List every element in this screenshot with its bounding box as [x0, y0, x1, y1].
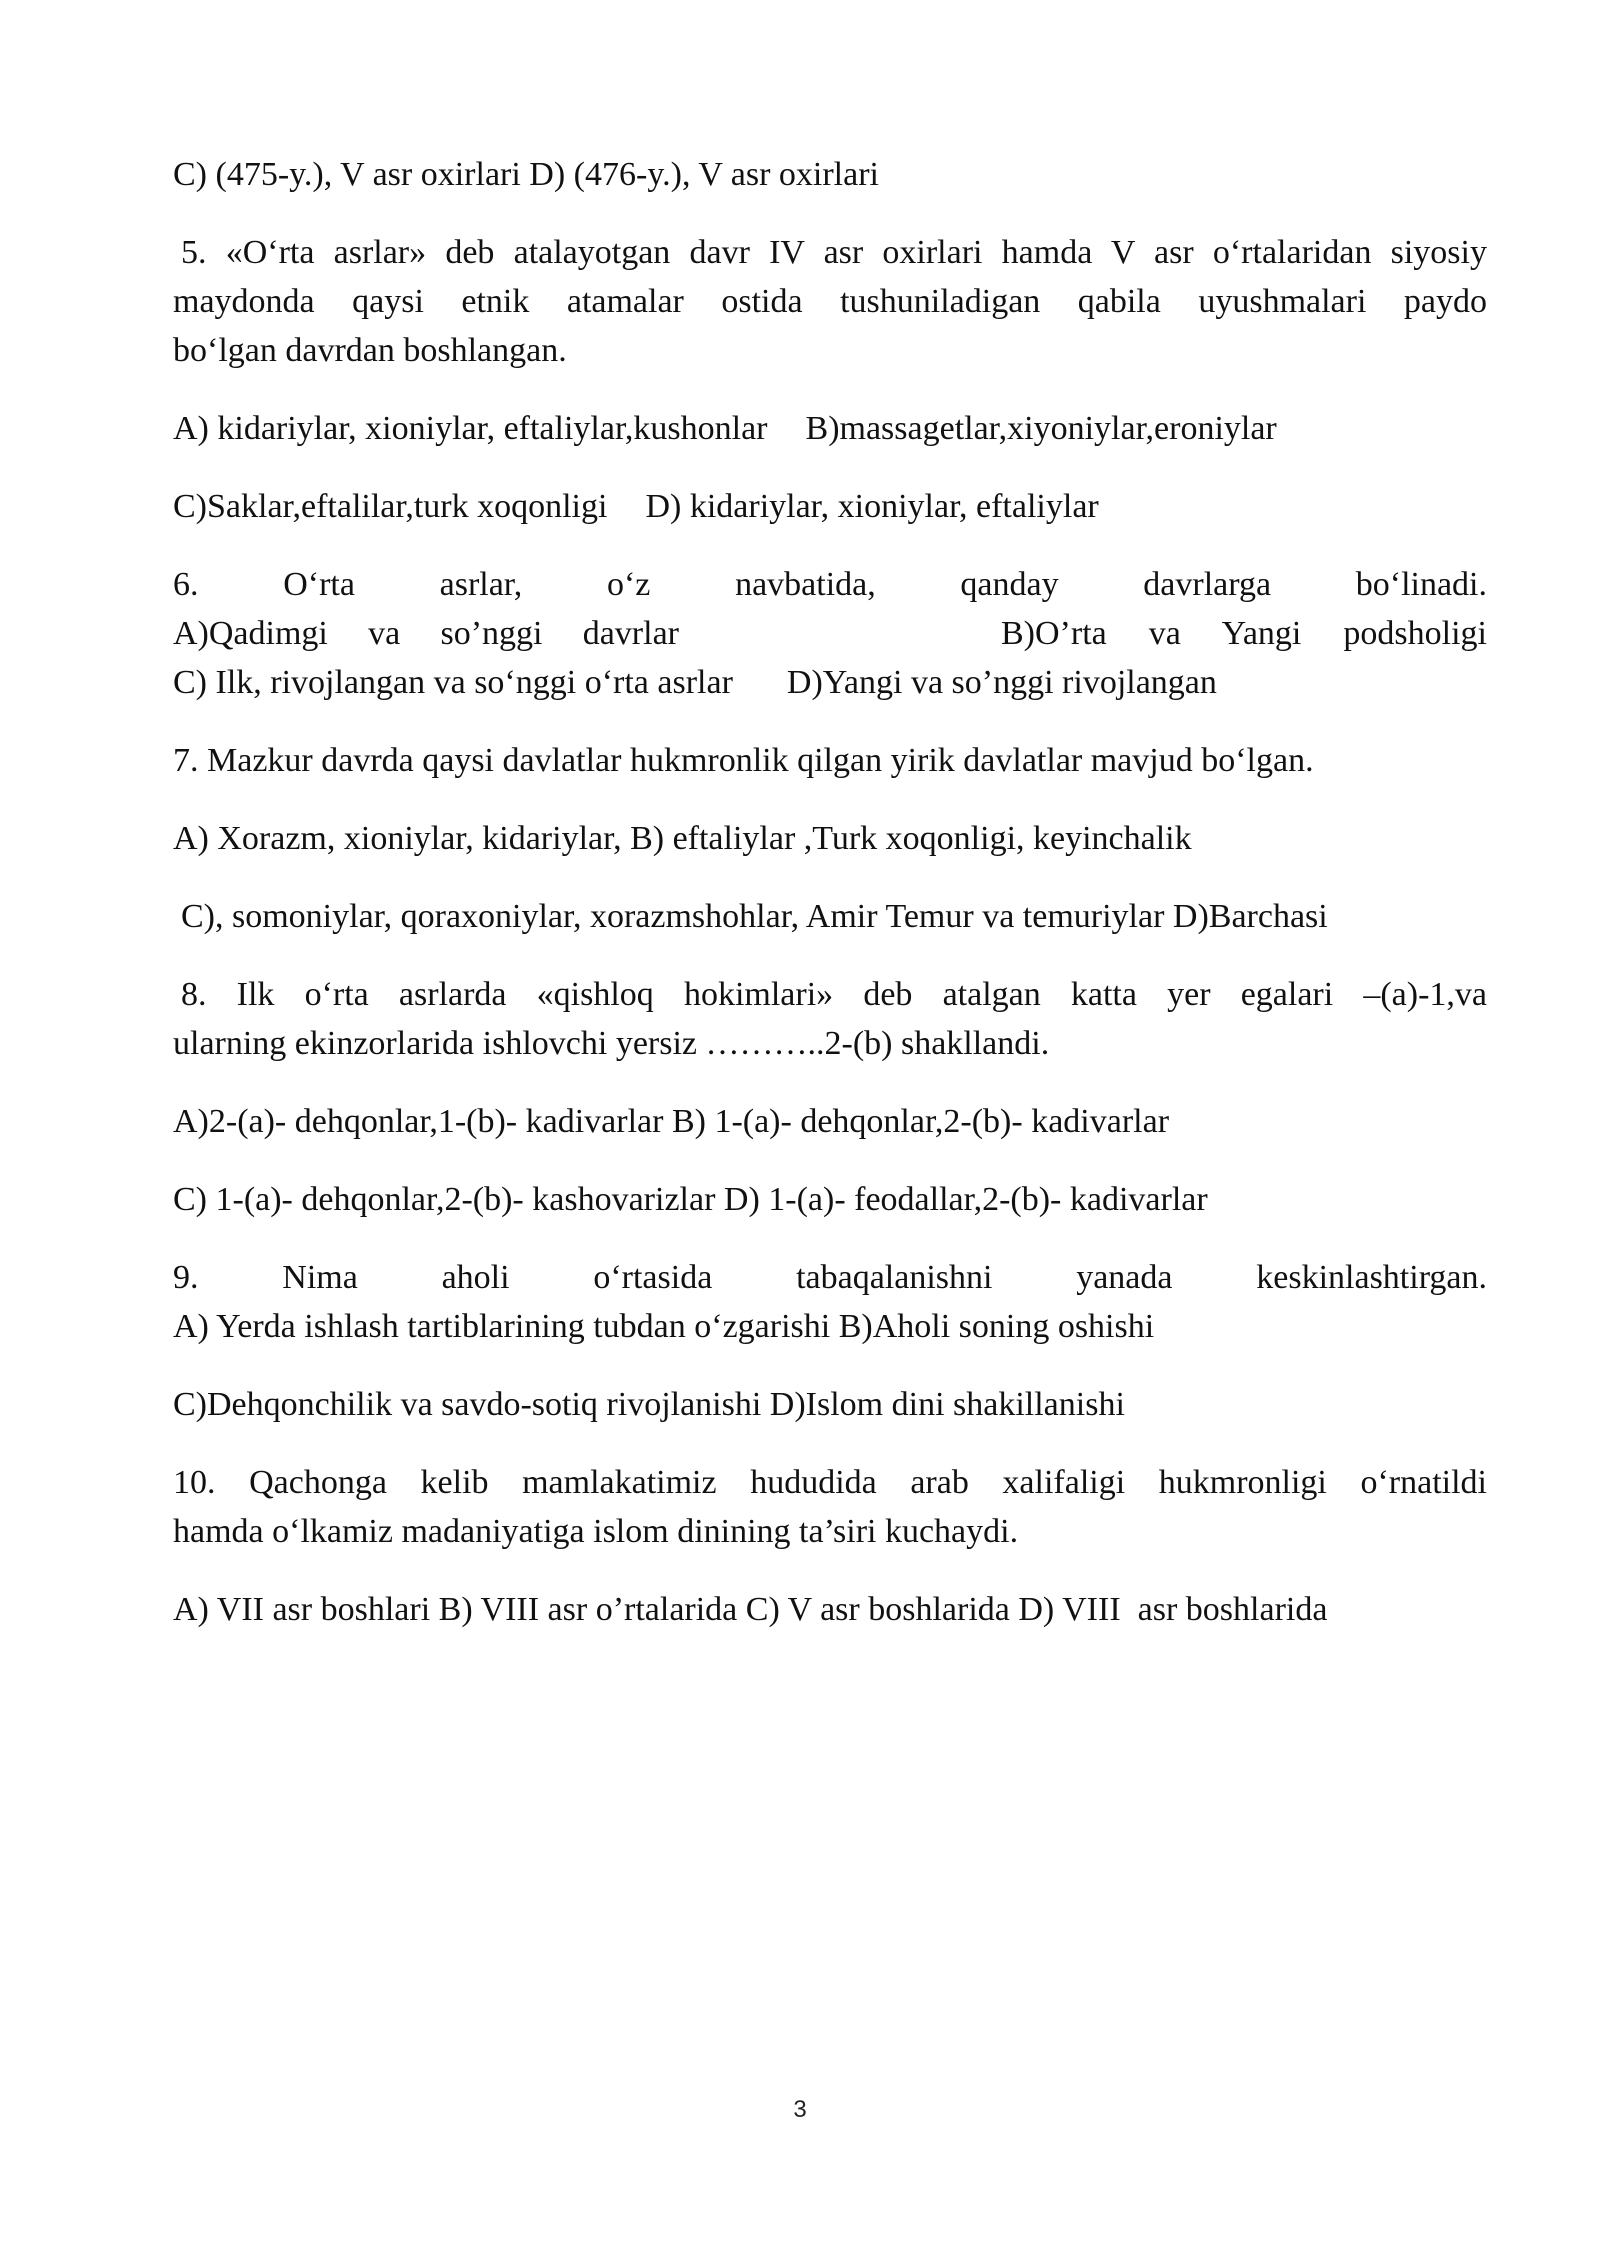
question-7-options-cd [173, 892, 1487, 941]
question-text-line: bo‘lgan davrdan boshlangan. [173, 332, 567, 369]
option-b: B)O’rta va Yangi podsholigi [1001, 615, 1487, 652]
question-8 [173, 970, 1487, 1068]
option-d: D) kidariylar, xioniylar, eftaliylar [645, 488, 1099, 525]
question-8-options-cd [173, 1175, 1487, 1224]
option-line: A) Yerda ishlash tartiblarining tubdan o‘zgarishi B)Aholi soning oshishi [173, 1308, 1155, 1345]
answer-options-q4-continued [173, 150, 1487, 199]
option-a: A) kidariylar, xioniylar, eftaliylar,kushonlar [173, 410, 768, 447]
question-text-line: maydonda qaysi etnik atamalar ostida tushuniladigan qabila uyushmalari paydo [173, 283, 1487, 320]
option-line: C), somoniylar, qoraxoniylar, xorazmshohlar, Amir Temur va temuriylar D)Barchasi [181, 898, 1328, 935]
question-5-options-ab [173, 404, 1487, 453]
question-text-line: 8. Ilk o‘rta asrlarda «qishloq hokimlari» deb atalgan katta yer egalari –(a)-1,va [181, 976, 1487, 1013]
option-line: C)Dehqonchilik va savdo-sotiq rivojlanishi D)Islom dini shakillanishi [173, 1386, 1125, 1423]
question-8-options-ab [173, 1097, 1487, 1146]
option-c: C) Ilk, rivojlangan va so‘nggi o‘rta asrlar [173, 664, 733, 701]
option-d: D)Yangi va so’nggi rivojlangan [786, 664, 1217, 701]
option-line: A)2-(a)- dehqonlar,1-(b)- kadivarlar B) 1-(a)- dehqonlar,2-(b)- kadivarlar [173, 1103, 1170, 1140]
question-text-line: hamda o‘lkamiz madaniyatiga islom dinining ta’siri kuchaydi. [173, 1513, 1019, 1550]
option-line: C) (475-y.), V asr oxirlari D) (476-y.), V asr oxirlari [173, 156, 879, 193]
question-text-line: 6. O‘rta asrlar, o‘z navbatida, qanday davrlarga bo‘linadi. [173, 566, 1487, 603]
option-b: B)massagetlar,xiyoniylar,eroniylar [805, 410, 1277, 447]
document-page [173, 150, 1487, 1663]
question-5-options-cd [173, 482, 1487, 531]
question-10-options [173, 1585, 1487, 1634]
question-6 [173, 560, 1487, 707]
question-text-line: 9. Nima aholi o‘rtasida tabaqalanishni yanada keskinlashtirgan. [173, 1259, 1487, 1296]
question-7-options-ab [173, 814, 1487, 863]
option-line: A) Xorazm, xioniylar, kidariylar, B) eftaliylar ,Turk xoqonligi, keyinchalik [173, 820, 1192, 857]
option-line: C) 1-(a)- dehqonlar,2-(b)- kashovarizlar D) 1-(a)- feodallar,2-(b)- kadivarlar [173, 1181, 1208, 1218]
question-text-line: 5. «O‘rta asrlar» deb atalayotgan davr IV asr oxirlari hamda V asr o‘rtalaridan siyosiy [181, 234, 1487, 271]
page-number: 3 [793, 2096, 807, 2123]
option-a: A)Qadimgi va so’nggi davrlar [173, 615, 679, 652]
question-9-options-cd [173, 1380, 1487, 1429]
question-9 [173, 1253, 1487, 1351]
option-line: A) VII asr boshlari B) VIII asr o’rtalarida C) V asr boshlarida D) VIII asr boshlarida [173, 1591, 1328, 1628]
question-7 [173, 736, 1487, 785]
question-text-line: 7. Mazkur davrda qaysi davlatlar hukmronlik qilgan yirik davlatlar mavjud bo‘lgan. [173, 742, 1314, 779]
question-5 [173, 228, 1487, 375]
option-c: C)Saklar,eftalilar,turk xoqonligi [173, 488, 608, 525]
question-10 [173, 1458, 1487, 1556]
question-text-line: 10. Qachonga kelib mamlakatimiz hududida arab xalifaligi hukmronligi o‘rnatildi [173, 1464, 1487, 1501]
question-text-line: ularning ekinzorlarida ishlovchi yersiz ………..2-(b) shakllandi. [173, 1025, 1050, 1062]
